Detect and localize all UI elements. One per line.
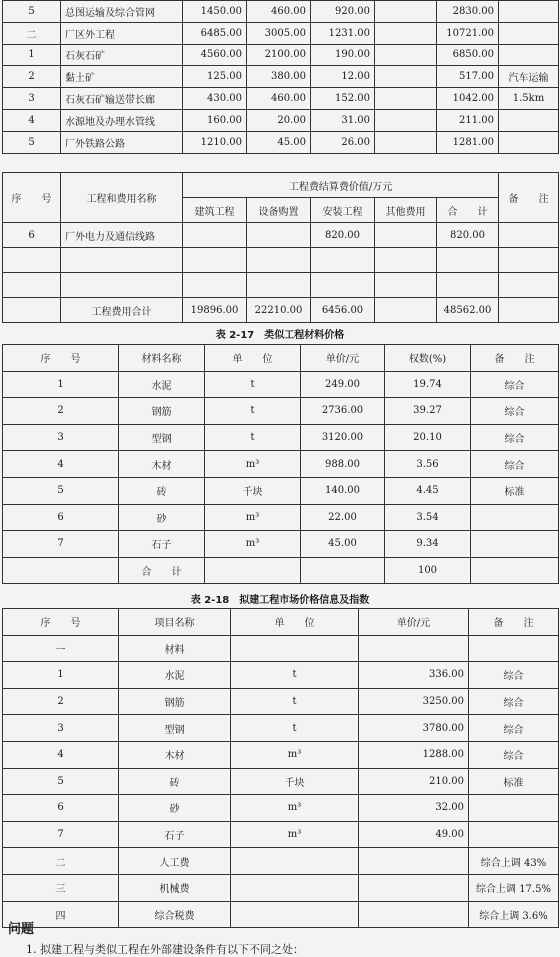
- cell: m³: [231, 821, 359, 848]
- cell: 26.00: [311, 131, 375, 153]
- table-row: [3, 848, 559, 875]
- cell: 5: [3, 1, 61, 23]
- cell: 2: [3, 688, 119, 715]
- cell: 钢筋: [119, 688, 231, 715]
- table-row-empty: [3, 248, 559, 273]
- cell: [499, 298, 559, 323]
- cell: 人工费: [119, 848, 231, 875]
- cell: 砖: [119, 477, 205, 504]
- column-header: 序 号: [3, 609, 119, 636]
- cell: 石子: [119, 821, 231, 848]
- cell: [499, 109, 559, 131]
- question-title: 问题: [8, 922, 35, 937]
- cell: [375, 131, 437, 153]
- table-row: [3, 821, 559, 848]
- table-row: [3, 477, 559, 504]
- cell: 木材: [119, 451, 205, 478]
- cell: m³: [205, 504, 301, 531]
- table-row-empty: [3, 273, 559, 298]
- cell: 430.00: [183, 88, 247, 110]
- cell: 1.5km: [499, 88, 559, 110]
- cell: 6: [3, 223, 61, 248]
- cell: 石灰石矿: [61, 44, 183, 66]
- cell: 1: [3, 44, 61, 66]
- table-row: [3, 688, 559, 715]
- cell: [469, 795, 559, 822]
- cell: 6485.00: [183, 22, 247, 44]
- cell: 砖: [119, 768, 231, 795]
- header-note: 备 注: [499, 173, 559, 223]
- cell: 4: [3, 741, 119, 768]
- cell: 机械费: [119, 874, 231, 901]
- column-header: 单价/元: [301, 345, 385, 372]
- cell: 1281.00: [437, 131, 499, 153]
- cell: 160.00: [183, 109, 247, 131]
- cell: 木材: [119, 741, 231, 768]
- cell: 190.00: [311, 44, 375, 66]
- header-col2: 设备购置: [247, 198, 311, 223]
- cell: 39.27: [385, 398, 471, 425]
- cell: 2736.00: [301, 398, 385, 425]
- cell: 20.00: [247, 109, 311, 131]
- cell: 2: [3, 398, 119, 425]
- cell: 820.00: [437, 223, 499, 248]
- cell: 厂外铁路公路: [61, 131, 183, 153]
- cell: m³: [231, 795, 359, 822]
- table-row-total: [3, 557, 559, 584]
- table-row: [3, 88, 559, 110]
- cell: 二: [3, 22, 61, 44]
- table-row: [3, 223, 559, 248]
- cell: [375, 44, 437, 66]
- cell: 综合: [471, 371, 559, 398]
- table-row: [3, 424, 559, 451]
- table-project-costs: [2, 172, 559, 323]
- cell: 3: [3, 88, 61, 110]
- cell: [183, 223, 247, 248]
- cell: 厂外电力及通信线路: [61, 223, 183, 248]
- cell: 19896.00: [183, 298, 247, 323]
- cell: 45.00: [247, 131, 311, 153]
- cell: [469, 635, 559, 662]
- cell: [499, 131, 559, 153]
- cell: 31.00: [311, 109, 375, 131]
- cell: 3780.00: [359, 715, 469, 742]
- cell: 3005.00: [247, 22, 311, 44]
- cell: 7: [3, 531, 119, 558]
- cell: 1: [3, 371, 119, 398]
- cell: 1450.00: [183, 1, 247, 23]
- total-label: 工程费用合计: [61, 298, 183, 323]
- cell: [359, 848, 469, 875]
- cell: 517.00: [437, 66, 499, 88]
- cell: 水泥: [119, 662, 231, 689]
- total-label: 合 计: [119, 557, 205, 584]
- cell: 汽车运输: [499, 66, 559, 88]
- cell: [499, 1, 559, 23]
- cell: 4560.00: [183, 44, 247, 66]
- cell: 1231.00: [311, 22, 375, 44]
- cell: 四: [3, 901, 119, 928]
- cell: [499, 22, 559, 44]
- cell: 49.00: [359, 821, 469, 848]
- column-header: 项目名称: [119, 609, 231, 636]
- column-header: 单价/元: [359, 609, 469, 636]
- cell: [471, 504, 559, 531]
- table-row: [3, 1, 559, 23]
- cell: 460.00: [247, 88, 311, 110]
- cell: 1288.00: [359, 741, 469, 768]
- cell: 水源地及办理水管线: [61, 109, 183, 131]
- cell: [359, 901, 469, 928]
- cell: 综合: [471, 424, 559, 451]
- cell: 249.00: [301, 371, 385, 398]
- cell: t: [205, 424, 301, 451]
- cell: 211.00: [437, 109, 499, 131]
- cell: 型钢: [119, 424, 205, 451]
- cell: 10721.00: [437, 22, 499, 44]
- cell: 综合上调 17.5%: [469, 874, 559, 901]
- cell: [375, 298, 437, 323]
- cell: 综合: [469, 688, 559, 715]
- cell: 6850.00: [437, 44, 499, 66]
- cell: 6456.00: [311, 298, 375, 323]
- cell: 一: [3, 635, 119, 662]
- cell: 千块: [205, 477, 301, 504]
- table-row: [3, 371, 559, 398]
- cell: [359, 635, 469, 662]
- cell: [469, 821, 559, 848]
- cell: 5: [3, 131, 61, 153]
- table-row: [3, 504, 559, 531]
- table-row: [3, 398, 559, 425]
- cell: 22.00: [301, 504, 385, 531]
- cell: 1042.00: [437, 88, 499, 110]
- cell: 3120.00: [301, 424, 385, 451]
- header-col4: 其他费用: [375, 198, 437, 223]
- cell: [231, 874, 359, 901]
- cell: 5: [3, 768, 119, 795]
- cell: [359, 874, 469, 901]
- cell: [375, 22, 437, 44]
- cell: 3: [3, 424, 119, 451]
- cell: [499, 44, 559, 66]
- cell: 9.34: [385, 531, 471, 558]
- table-2-17: [2, 344, 559, 584]
- table-caption-2-17: 表 2-17 类似工程材料价格: [215, 330, 345, 341]
- column-header: 备 注: [469, 609, 559, 636]
- cell: [375, 66, 437, 88]
- cell: 460.00: [247, 1, 311, 23]
- table-row: [3, 662, 559, 689]
- cell: 材料: [119, 635, 231, 662]
- table-row: [3, 451, 559, 478]
- cell: [499, 223, 559, 248]
- cell: 32.00: [359, 795, 469, 822]
- cell: 三: [3, 874, 119, 901]
- header-col5: 合 计: [437, 198, 499, 223]
- column-header: 材料名称: [119, 345, 205, 372]
- cell: 2100.00: [247, 44, 311, 66]
- cell: 3: [3, 715, 119, 742]
- header-name: 工程和费用名称: [61, 173, 183, 223]
- cell: 20.10: [385, 424, 471, 451]
- table-row: [3, 66, 559, 88]
- cell: m³: [205, 451, 301, 478]
- table-row: [3, 795, 559, 822]
- table-row: [3, 44, 559, 66]
- cell: 综合: [469, 741, 559, 768]
- cell: 综合上调 43%: [469, 848, 559, 875]
- cell: 4: [3, 451, 119, 478]
- cell: 砂: [119, 504, 205, 531]
- cell: [247, 223, 311, 248]
- cell: 综合: [471, 398, 559, 425]
- cell: 6: [3, 504, 119, 531]
- cell: m³: [231, 741, 359, 768]
- cell: 标准: [469, 768, 559, 795]
- cell: 钢筋: [119, 398, 205, 425]
- table-row-total: [3, 298, 559, 323]
- cell: 6: [3, 795, 119, 822]
- table-continuation: [2, 0, 559, 154]
- cell: 1: [3, 662, 119, 689]
- table-2-18: [2, 608, 559, 928]
- cell: 二: [3, 848, 119, 875]
- cell: 4: [3, 109, 61, 131]
- cell: 820.00: [311, 223, 375, 248]
- cell: t: [205, 398, 301, 425]
- cell: 型钢: [119, 715, 231, 742]
- cell: 152.00: [311, 88, 375, 110]
- cell: 988.00: [301, 451, 385, 478]
- header-col1: 建筑工程: [183, 198, 247, 223]
- table-row: [3, 109, 559, 131]
- cell: [231, 901, 359, 928]
- cell: 3.56: [385, 451, 471, 478]
- cell: 总图运输及综合管网: [61, 1, 183, 23]
- table-row: [3, 741, 559, 768]
- cell: 综合上调 3.6%: [469, 901, 559, 928]
- cell: t: [231, 715, 359, 742]
- header-seq: 序 号: [3, 173, 61, 223]
- cell: 综合: [469, 715, 559, 742]
- cell: 标准: [471, 477, 559, 504]
- column-header: 权数(%): [385, 345, 471, 372]
- column-header: 序 号: [3, 345, 119, 372]
- header-col3: 安装工程: [311, 198, 375, 223]
- cell: 5: [3, 477, 119, 504]
- table-row: [3, 131, 559, 153]
- cell: 210.00: [359, 768, 469, 795]
- column-header: 备 注: [471, 345, 559, 372]
- cell: t: [205, 371, 301, 398]
- cell: 140.00: [301, 477, 385, 504]
- cell: 7: [3, 821, 119, 848]
- cell: [231, 635, 359, 662]
- cell: 2830.00: [437, 1, 499, 23]
- table-row: [3, 901, 559, 928]
- cell: 石灰石矿输送带长廊: [61, 88, 183, 110]
- cell: [471, 531, 559, 558]
- table-row: [3, 531, 559, 558]
- table-row: [3, 635, 559, 662]
- cell: [375, 223, 437, 248]
- cell: 3.54: [385, 504, 471, 531]
- cell: 22210.00: [247, 298, 311, 323]
- cell: 336.00: [359, 662, 469, 689]
- table-row: [3, 874, 559, 901]
- cell: 2: [3, 66, 61, 88]
- column-header: 单 位: [231, 609, 359, 636]
- question-text: 1. 拟建工程与类似工程在外部建设条件有以下不同之处：: [26, 943, 304, 956]
- cell: [231, 848, 359, 875]
- table-row: [3, 22, 559, 44]
- column-header: 单 位: [205, 345, 301, 372]
- cell: 砂: [119, 795, 231, 822]
- cell: 4.45: [385, 477, 471, 504]
- cell: 黏土矿: [61, 66, 183, 88]
- cell: t: [231, 688, 359, 715]
- cell: 石子: [119, 531, 205, 558]
- cell: 920.00: [311, 1, 375, 23]
- cell: 48562.00: [437, 298, 499, 323]
- cell: 综合: [469, 662, 559, 689]
- table-caption-2-18: 表 2-18 拟建工程市场价格信息及指数: [190, 595, 370, 606]
- cell: 千块: [231, 768, 359, 795]
- cell: 水泥: [119, 371, 205, 398]
- cell: 3250.00: [359, 688, 469, 715]
- cell: [3, 298, 61, 323]
- cell: 综合税费: [119, 901, 231, 928]
- cell: m³: [205, 531, 301, 558]
- cell: 125.00: [183, 66, 247, 88]
- cell: 综合: [471, 451, 559, 478]
- cell: t: [231, 662, 359, 689]
- cell: 380.00: [247, 66, 311, 88]
- cell: [375, 88, 437, 110]
- cell: [375, 109, 437, 131]
- cell: 12.00: [311, 66, 375, 88]
- header-group: 工程费结算费价值/万元: [183, 173, 499, 198]
- cell: 19.74: [385, 371, 471, 398]
- cell: [375, 1, 437, 23]
- cell: 1210.00: [183, 131, 247, 153]
- table-row: [3, 768, 559, 795]
- cell: 厂区外工程: [61, 22, 183, 44]
- table-row: [3, 715, 559, 742]
- total-value: 100: [385, 557, 471, 584]
- cell: 45.00: [301, 531, 385, 558]
